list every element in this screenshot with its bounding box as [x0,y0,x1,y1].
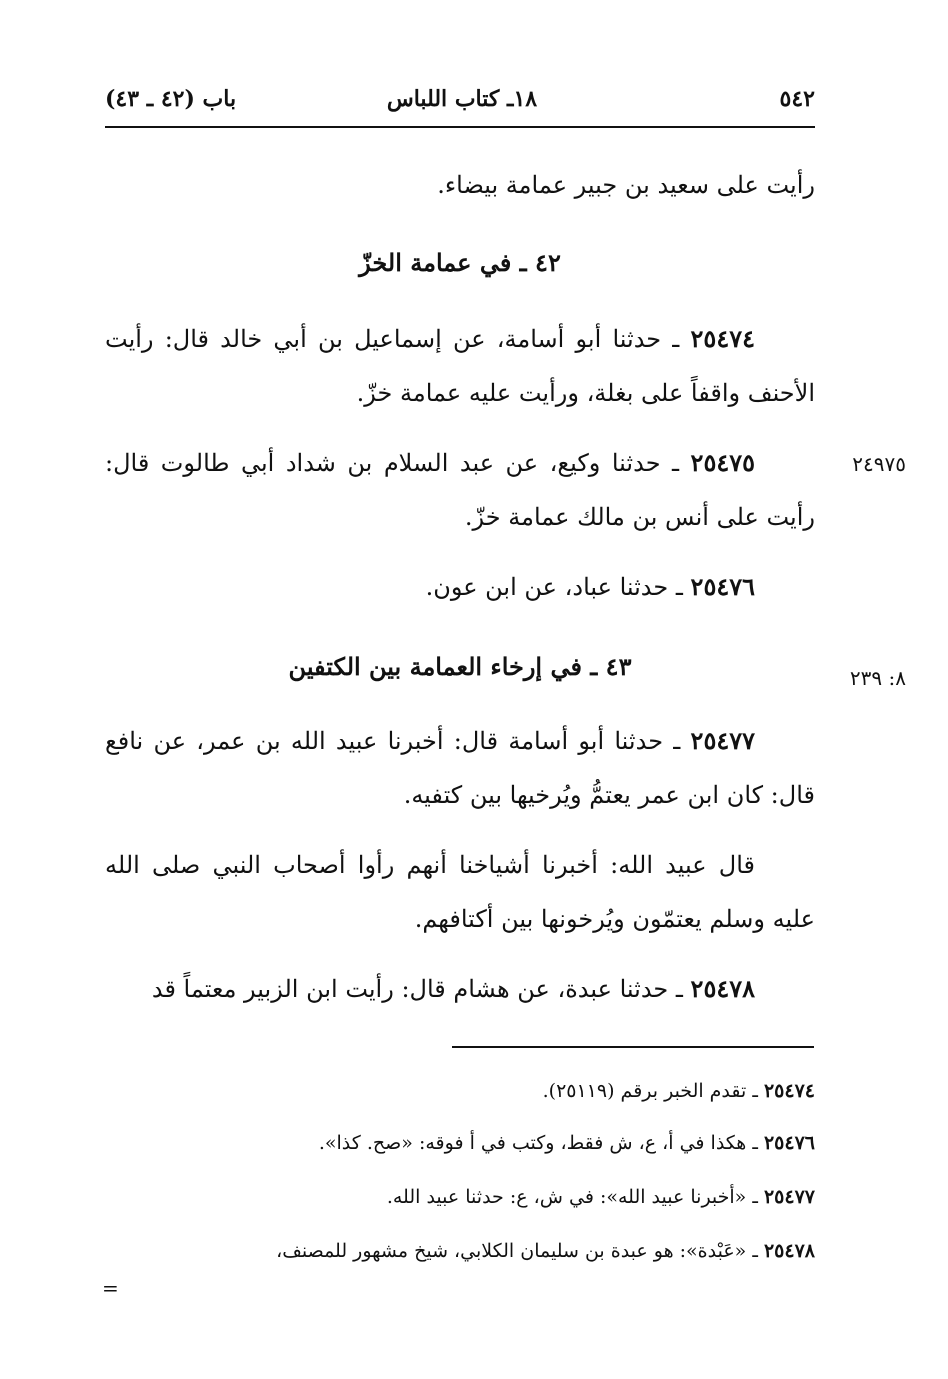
header-rule [105,126,815,128]
margin-ref-section-43: ٨: ٢٣٩ [849,666,906,690]
hadith-25478 [105,962,815,1016]
footnote-25478 [105,1236,815,1266]
hadith-text: ـ حدثنا أبو أسامة، عن إسماعيل بن أبي خالد قال: رأيت الأحنف واقفاً على بغلة، ورأيت عليه عمامة خزّ. [105,325,815,407]
hadith-25475 [105,436,815,544]
hadith-number: ٢٥٤٧٧ [690,726,755,755]
footnote-25477 [105,1182,815,1212]
footnote-number: ٢٥٤٧٧ [763,1186,815,1208]
book-title: ١٨ـ كتاب اللباس [386,86,538,112]
margin-ref-24975: ٢٤٩٧٥ [852,452,906,476]
section-42-title: ٤٢ ـ في عمامة الخزّ [359,248,561,277]
hadith-number: ٢٥٤٧٦ [690,572,755,601]
hadith-number: ٢٥٤٧٥ [690,448,755,477]
footnote-number: ٢٥٤٧٨ [763,1240,815,1262]
hadith-25474 [105,312,815,420]
hadith-text: ـ حدثنا أبو أسامة قال: أخبرنا عبيد الله بن عمر، عن نافع قال: كان ابن عمر يعتمُّ ويُرخيها بين كتفيه. [105,727,815,809]
footnote-number: ٢٥٤٧٤ [763,1080,815,1102]
footnote-number: ٢٥٤٧٦ [763,1132,815,1154]
hadith-text: ـ حدثنا عباد، عن ابن عون. [425,573,683,601]
intro-line: رأيت على سعيد بن جبير عمامة بيضاء. [437,171,815,199]
footnote-rule [452,1046,814,1048]
footnote-25474 [105,1076,815,1106]
footnote-text: ـ «أخبرنا عبيد الله»: في ش، ع: حدثنا عبيد الله. [386,1186,758,1208]
continuation-mark: = [102,1276,119,1300]
hadith-25476 [105,560,815,614]
running-header [105,82,815,122]
page-number: ٥٤٢ [779,86,815,112]
hadith-number: ٢٥٤٧٤ [690,324,755,353]
footnote-text: ـ هكذا في أ، ع، ش فقط، وكتب في أ فوقه: «صح. كذا». [318,1132,758,1154]
hadith-25477 [105,714,815,822]
footnote-text: ـ «عَبْدة»: هو عبدة بن سليمان الكلابي، شيخ مشهور للمصنف، [276,1240,758,1262]
hadith-text: ـ حدثنا وكيع، عن عبد السلام بن شداد أبي طالوت قال: رأيت على أنس بن مالك عمامة خزّ. [105,449,815,531]
footnote-text: ـ تقدم الخبر برقم (٢٥١١٩). [542,1080,758,1102]
hadith-number: ٢٥٤٧٨ [690,974,755,1003]
hadith-text: ـ حدثنا عبدة، عن هشام قال: رأيت ابن الزبير معتماً قد [151,975,683,1003]
section-43-title: ٤٣ ـ في إرخاء العمامة بين الكتفين [288,652,632,681]
footnote-25476 [105,1128,815,1158]
obaidullah-paragraph: قال عبيد الله: أخبرنا أشياخنا أنهم رأوا أصحاب النبي صلى الله عليه وسلم يعتمّون ويُرخونها بين أكتافهم. [105,851,815,933]
chapter-range: باب (٤٢ ـ ٤٣) [105,86,237,112]
